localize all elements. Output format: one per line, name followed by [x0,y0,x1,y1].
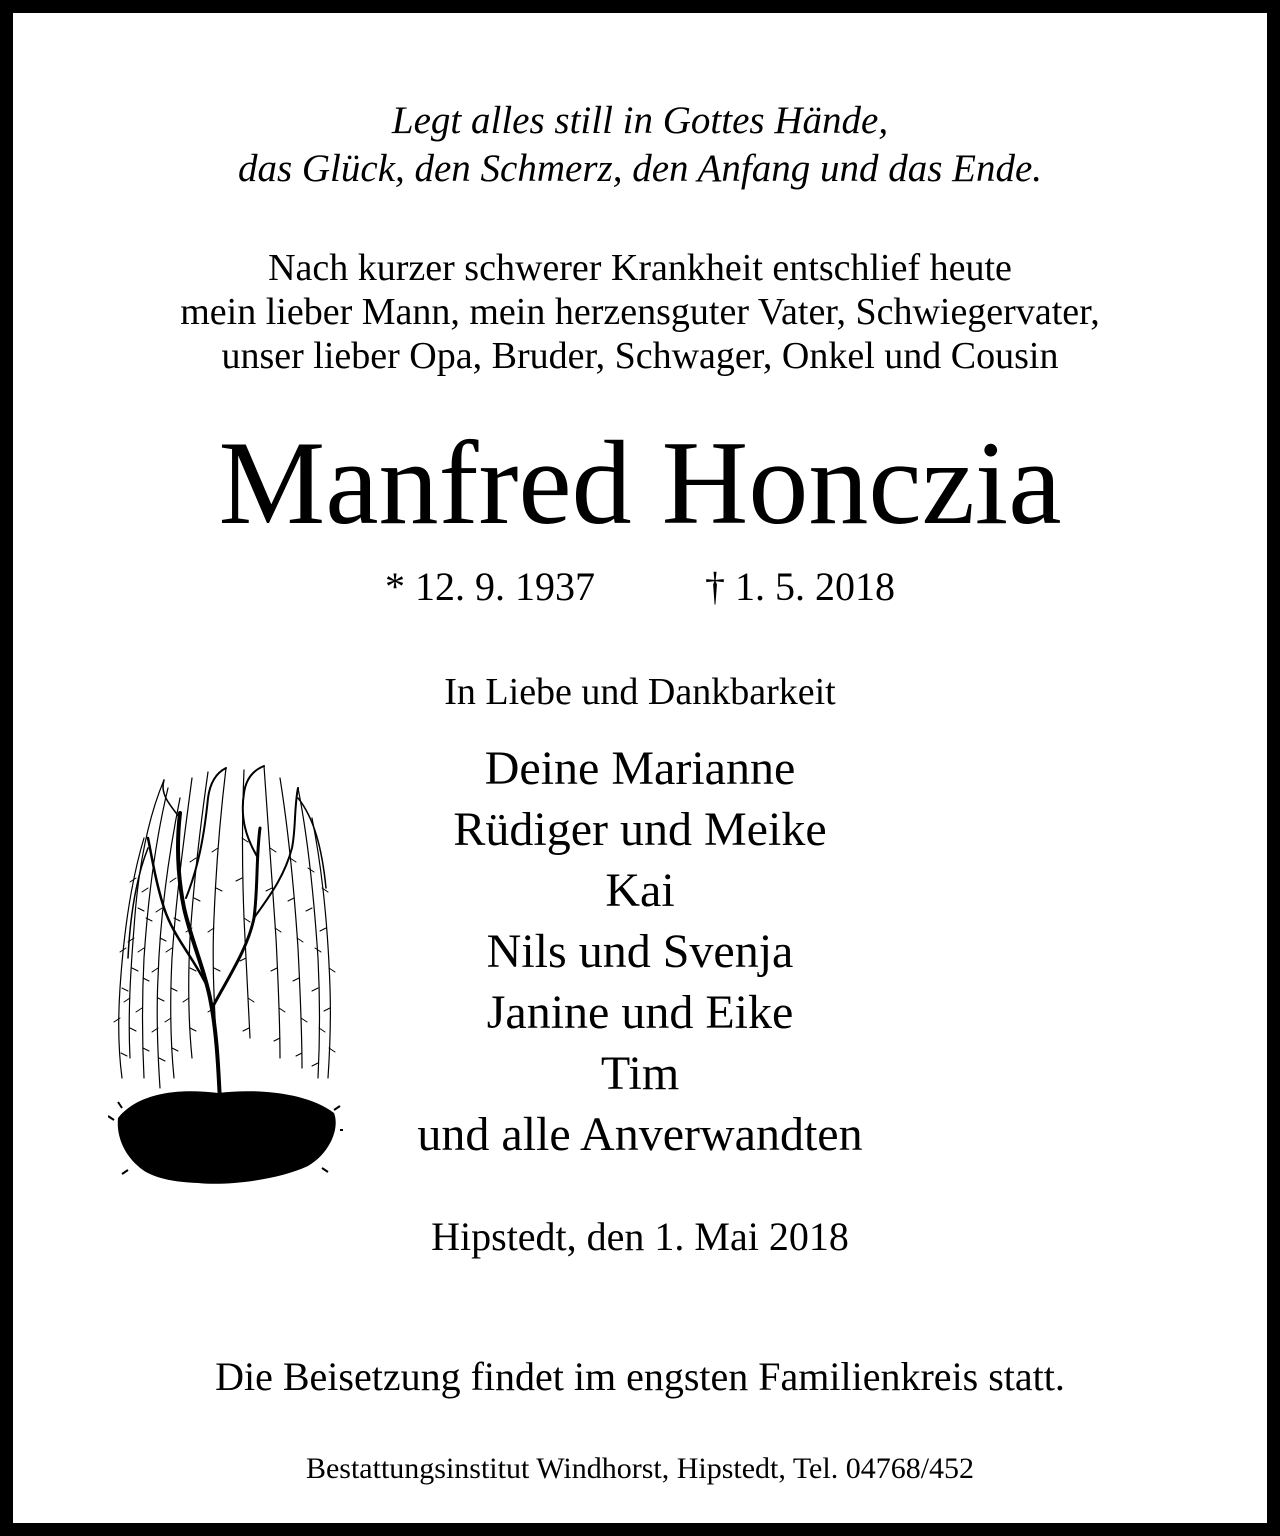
family-member: Nils und Svenja [486,925,794,978]
family-member: und alle Anverwandten [417,1108,863,1161]
family-member: Janine und Eike [486,986,794,1039]
life-dates [26,563,1254,611]
verse-line: Legt alles still in Gottes Hände, [391,99,889,142]
family-member: Deine Marianne [484,742,796,795]
family-member: Tim [600,1047,680,1100]
deceased-name: Manfred Honczia [218,416,1062,549]
death-date: † 1. 5. 2018 [705,564,895,609]
intro-text [26,246,1254,378]
thanks-line: In Liebe und Dankbarkeit [444,671,836,713]
place-date: Hipstedt, den 1. Mai 2018 [431,1214,849,1259]
undertaker-contact: Bestattungsinstitut Windhorst, Hipstedt, Tel. 04768/452 [305,1452,975,1485]
birth-date: * 12. 9. 1937 [385,564,595,609]
verse [26,97,1254,193]
family-member: Kai [605,864,675,917]
intro-line: unser lieber Opa, Bruder, Schwager, Onkel und Cousin [221,335,1059,377]
verse-line: das Glück, den Schmerz, den Anfang und das Ende. [237,147,1043,190]
intro-line: mein lieber Mann, mein herzensguter Vater, Schwiegervater, [180,291,1100,333]
willow-tree-icon [108,758,343,1188]
family-member: Rüdiger und Meike [453,803,827,856]
intro-line: Nach kurzer schwerer Krankheit entschlief heute [268,247,1012,289]
burial-note: Die Beisetzung findet im engsten Familienkreis statt. [215,1354,1065,1399]
